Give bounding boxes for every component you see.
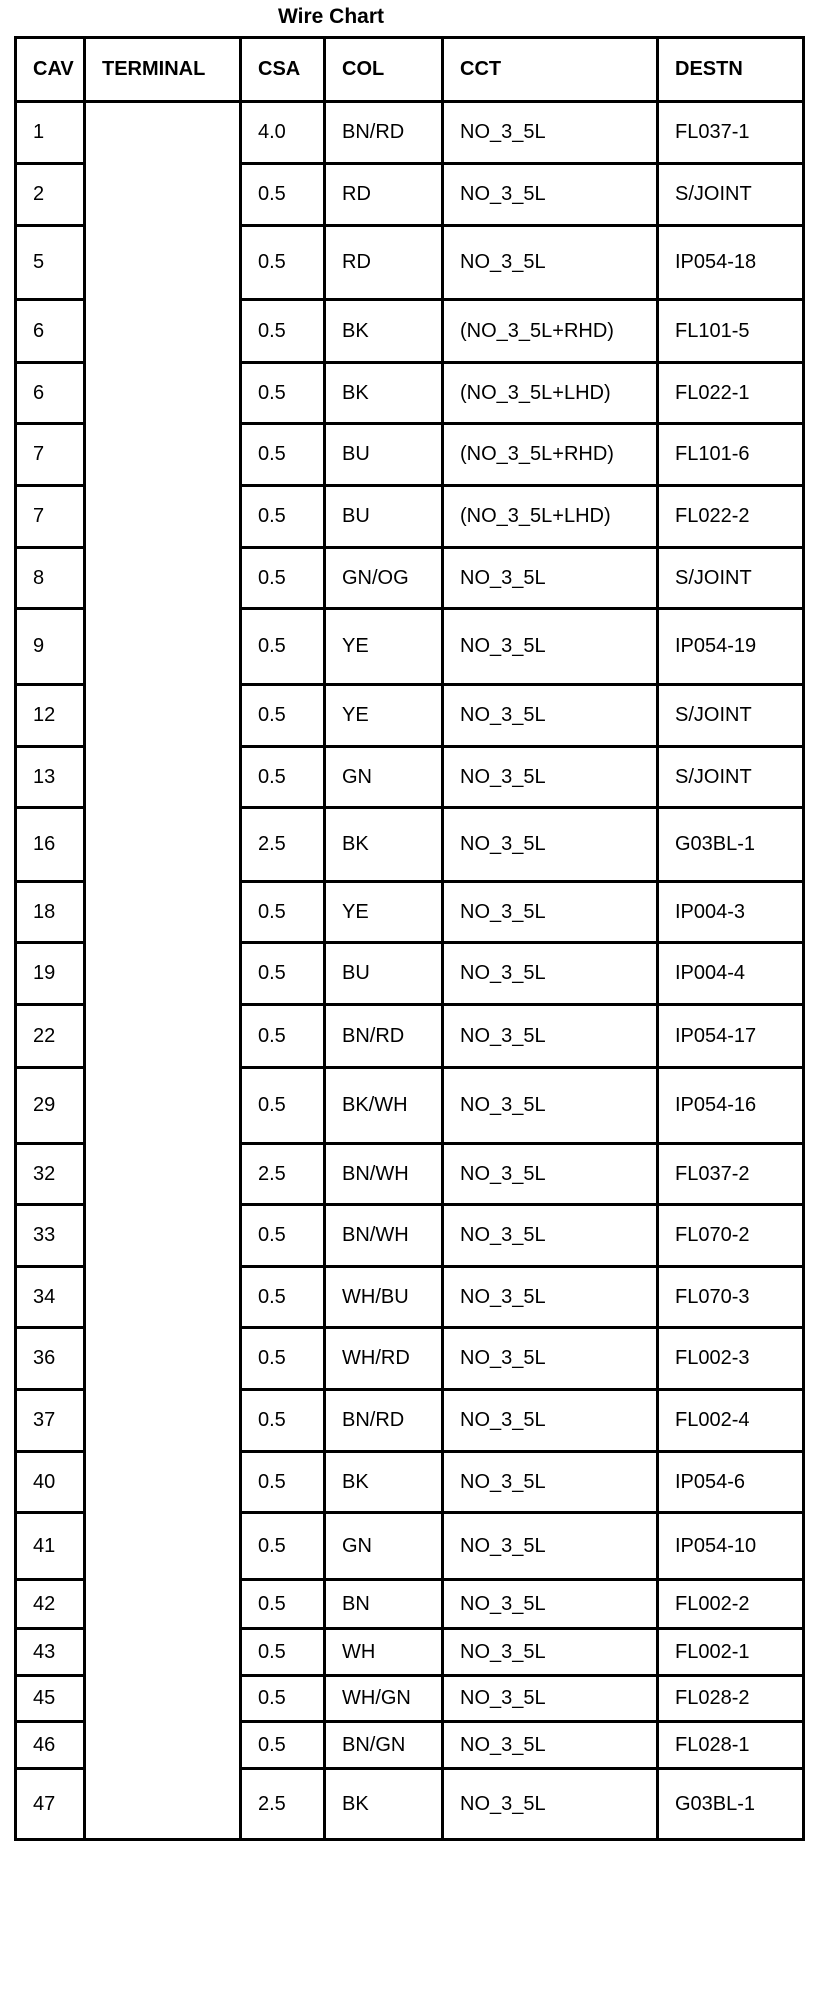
cell-csa: 0.5: [241, 1068, 325, 1144]
cell-destn: FL022-1: [658, 363, 804, 424]
wire-chart-table: [14, 36, 805, 1841]
cell-col: BU: [325, 424, 443, 486]
cell-cct: NO_3_5L: [443, 1390, 658, 1452]
cell-csa: 0.5: [241, 943, 325, 1005]
chart-title: Wire Chart: [278, 5, 384, 28]
cell-destn: FL101-5: [658, 300, 804, 363]
cell-col: WH/GN: [325, 1676, 443, 1722]
cell-col: WH: [325, 1629, 443, 1676]
cell-cav: 19: [16, 943, 85, 1005]
cell-cct: (NO_3_5L+LHD): [443, 486, 658, 548]
cell-cav: 9: [16, 609, 85, 685]
cell-cav: 22: [16, 1005, 85, 1068]
cell-destn: IP004-3: [658, 882, 804, 943]
cell-cct: NO_3_5L: [443, 1580, 658, 1629]
cell-cav: 8: [16, 548, 85, 609]
cell-col: BN/WH: [325, 1205, 443, 1267]
cell-cct: NO_3_5L: [443, 808, 658, 882]
cell-cav: 18: [16, 882, 85, 943]
cell-cav: 2: [16, 164, 85, 226]
cell-col: BK: [325, 363, 443, 424]
cell-cav: 6: [16, 300, 85, 363]
cell-cav: 13: [16, 747, 85, 808]
cell-col: GN: [325, 1513, 443, 1580]
cell-csa: 0.5: [241, 548, 325, 609]
cell-csa: 0.5: [241, 424, 325, 486]
cell-cct: NO_3_5L: [443, 1205, 658, 1267]
cell-cav: 47: [16, 1769, 85, 1840]
cell-destn: FL022-2: [658, 486, 804, 548]
cell-col: WH/RD: [325, 1328, 443, 1390]
cell-cav: 1: [16, 102, 85, 164]
cell-col: BK: [325, 1769, 443, 1840]
cell-terminal: [85, 102, 241, 1840]
cell-cav: 43: [16, 1629, 85, 1676]
cell-csa: 0.5: [241, 486, 325, 548]
cell-csa: 2.5: [241, 1769, 325, 1840]
cell-col: YE: [325, 609, 443, 685]
cell-col: BU: [325, 486, 443, 548]
cell-destn: S/JOINT: [658, 548, 804, 609]
cell-destn: G03BL-1: [658, 808, 804, 882]
cell-csa: 0.5: [241, 609, 325, 685]
cell-cct: NO_3_5L: [443, 747, 658, 808]
cell-csa: 0.5: [241, 1452, 325, 1513]
cell-cav: 37: [16, 1390, 85, 1452]
cell-cct: NO_3_5L: [443, 102, 658, 164]
cell-cav: 7: [16, 424, 85, 486]
cell-cct: NO_3_5L: [443, 1722, 658, 1769]
cell-csa: 2.5: [241, 808, 325, 882]
cell-cav: 40: [16, 1452, 85, 1513]
cell-cav: 42: [16, 1580, 85, 1629]
cell-cav: 32: [16, 1144, 85, 1205]
cell-col: BN/GN: [325, 1722, 443, 1769]
cell-destn: FL037-2: [658, 1144, 804, 1205]
cell-col: BK/WH: [325, 1068, 443, 1144]
cell-cav: 12: [16, 685, 85, 747]
cell-destn: FL002-4: [658, 1390, 804, 1452]
cell-cct: NO_3_5L: [443, 1005, 658, 1068]
wire-table-body: [16, 102, 804, 1840]
cell-col: WH/BU: [325, 1267, 443, 1328]
cell-cav: 34: [16, 1267, 85, 1328]
cell-cct: NO_3_5L: [443, 226, 658, 300]
cell-col: BN/RD: [325, 102, 443, 164]
cell-destn: IP054-6: [658, 1452, 804, 1513]
cell-destn: FL028-2: [658, 1676, 804, 1722]
cell-col: YE: [325, 882, 443, 943]
cell-cct: NO_3_5L: [443, 1513, 658, 1580]
cell-cct: NO_3_5L: [443, 1629, 658, 1676]
cell-cct: NO_3_5L: [443, 1267, 658, 1328]
cell-col: BK: [325, 808, 443, 882]
table-row: [16, 102, 804, 164]
cell-cav: 46: [16, 1722, 85, 1769]
cell-cav: 41: [16, 1513, 85, 1580]
column-header-csa: CSA: [241, 38, 325, 102]
cell-col: RD: [325, 226, 443, 300]
cell-destn: FL028-1: [658, 1722, 804, 1769]
cell-csa: 0.5: [241, 1328, 325, 1390]
cell-cav: 5: [16, 226, 85, 300]
cell-csa: 0.5: [241, 1005, 325, 1068]
cell-destn: FL002-2: [658, 1580, 804, 1629]
cell-cct: NO_3_5L: [443, 1676, 658, 1722]
cell-csa: 0.5: [241, 1676, 325, 1722]
cell-csa: 0.5: [241, 1205, 325, 1267]
cell-cct: NO_3_5L: [443, 882, 658, 943]
cell-destn: FL002-1: [658, 1629, 804, 1676]
cell-destn: FL002-3: [658, 1328, 804, 1390]
cell-cct: NO_3_5L: [443, 1452, 658, 1513]
cell-col: BK: [325, 300, 443, 363]
cell-csa: 0.5: [241, 300, 325, 363]
cell-destn: FL070-3: [658, 1267, 804, 1328]
cell-csa: 0.5: [241, 1722, 325, 1769]
cell-csa: 0.5: [241, 363, 325, 424]
cell-cct: NO_3_5L: [443, 548, 658, 609]
cell-col: BN/RD: [325, 1390, 443, 1452]
cell-csa: 0.5: [241, 1580, 325, 1629]
cell-col: YE: [325, 685, 443, 747]
cell-cav: 16: [16, 808, 85, 882]
cell-csa: 0.5: [241, 226, 325, 300]
cell-cav: 36: [16, 1328, 85, 1390]
cell-cav: 7: [16, 486, 85, 548]
cell-cct: NO_3_5L: [443, 164, 658, 226]
cell-col: GN/OG: [325, 548, 443, 609]
cell-cav: 33: [16, 1205, 85, 1267]
cell-cav: 29: [16, 1068, 85, 1144]
cell-csa: 2.5: [241, 1144, 325, 1205]
cell-cct: NO_3_5L: [443, 1144, 658, 1205]
cell-cav: 45: [16, 1676, 85, 1722]
cell-destn: IP054-17: [658, 1005, 804, 1068]
cell-col: BN/RD: [325, 1005, 443, 1068]
cell-cct: NO_3_5L: [443, 1068, 658, 1144]
cell-destn: IP054-19: [658, 609, 804, 685]
cell-col: BU: [325, 943, 443, 1005]
cell-col: GN: [325, 747, 443, 808]
column-header-cav: CAV: [16, 38, 85, 102]
cell-col: BN: [325, 1580, 443, 1629]
cell-destn: S/JOINT: [658, 685, 804, 747]
cell-col: BN/WH: [325, 1144, 443, 1205]
cell-csa: 0.5: [241, 882, 325, 943]
cell-destn: FL101-6: [658, 424, 804, 486]
cell-destn: IP054-16: [658, 1068, 804, 1144]
column-header-destn: DESTN: [658, 38, 804, 102]
cell-cct: NO_3_5L: [443, 609, 658, 685]
cell-csa: 0.5: [241, 1629, 325, 1676]
cell-csa: 0.5: [241, 1267, 325, 1328]
cell-cct: (NO_3_5L+RHD): [443, 424, 658, 486]
cell-destn: S/JOINT: [658, 164, 804, 226]
cell-destn: G03BL-1: [658, 1769, 804, 1840]
cell-destn: IP054-10: [658, 1513, 804, 1580]
column-header-col: COL: [325, 38, 443, 102]
cell-col: RD: [325, 164, 443, 226]
cell-destn: FL070-2: [658, 1205, 804, 1267]
cell-cct: NO_3_5L: [443, 1328, 658, 1390]
header-row: [16, 38, 804, 102]
cell-csa: 4.0: [241, 102, 325, 164]
cell-col: BK: [325, 1452, 443, 1513]
cell-csa: 0.5: [241, 1513, 325, 1580]
column-header-cct: CCT: [443, 38, 658, 102]
cell-csa: 0.5: [241, 1390, 325, 1452]
cell-destn: S/JOINT: [658, 747, 804, 808]
cell-destn: IP054-18: [658, 226, 804, 300]
cell-cct: (NO_3_5L+RHD): [443, 300, 658, 363]
cell-cav: 6: [16, 363, 85, 424]
cell-cct: (NO_3_5L+LHD): [443, 363, 658, 424]
cell-cct: NO_3_5L: [443, 943, 658, 1005]
cell-cct: NO_3_5L: [443, 685, 658, 747]
column-header-terminal: TERMINAL: [85, 38, 241, 102]
cell-csa: 0.5: [241, 685, 325, 747]
cell-csa: 0.5: [241, 164, 325, 226]
cell-csa: 0.5: [241, 747, 325, 808]
cell-destn: FL037-1: [658, 102, 804, 164]
cell-destn: IP004-4: [658, 943, 804, 1005]
cell-cct: NO_3_5L: [443, 1769, 658, 1840]
